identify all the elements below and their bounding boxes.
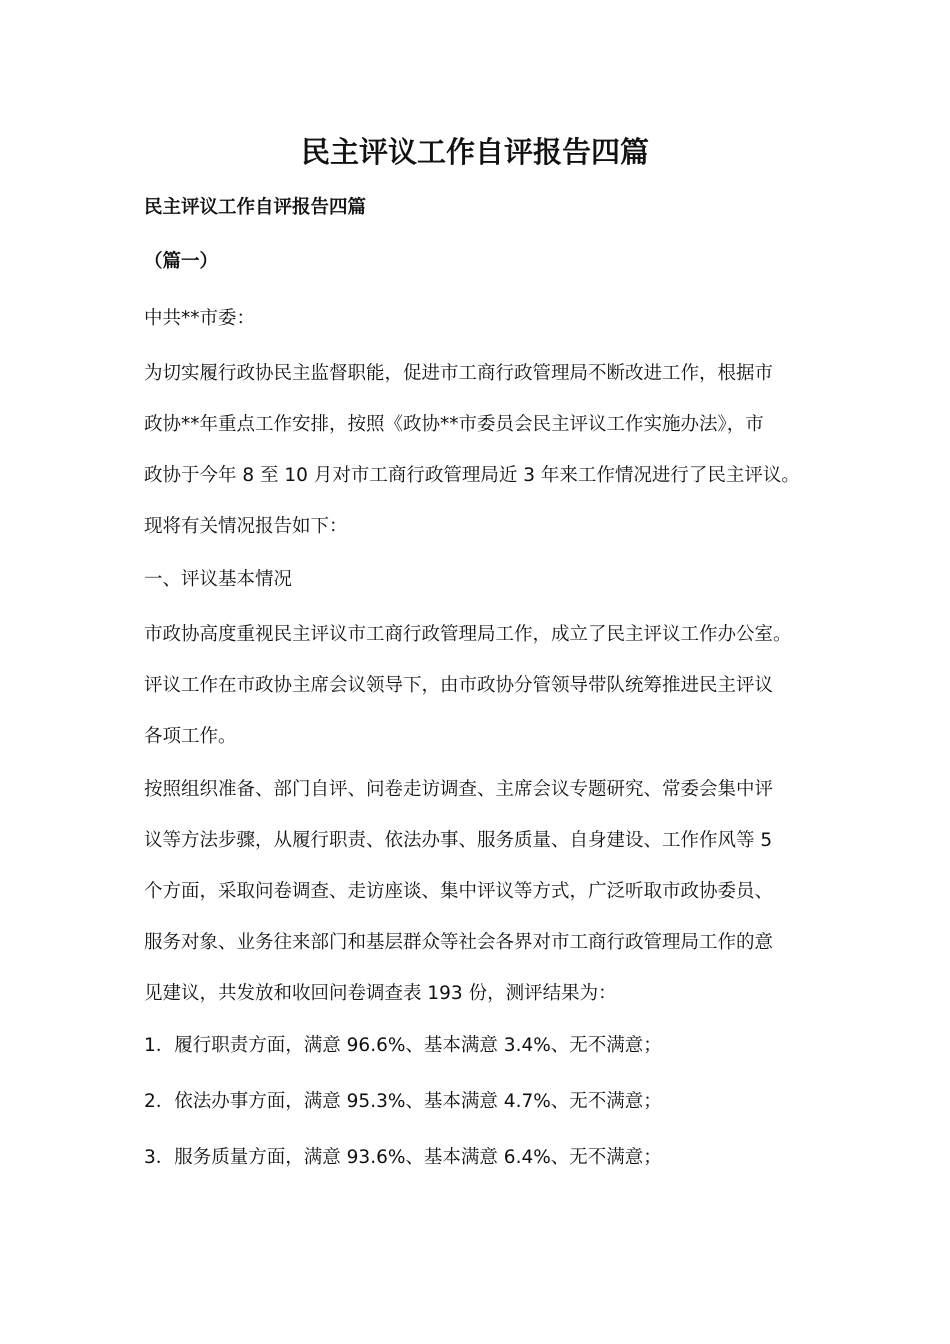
paragraph-2 — [144, 609, 814, 762]
paragraph-1 — [144, 348, 814, 552]
paragraph-line: 政协**年重点工作安排，按照《政协**市委员会民主评议工作实施办法》，市 — [144, 414, 764, 435]
section-label: （篇一） — [144, 251, 219, 272]
heading-1: 一、评议基本情况 — [144, 569, 293, 590]
salutation: 中共**市委： — [144, 308, 256, 329]
paragraph-line: 个方面，采取问卷调查、走访座谈、集中评议等方式，广泛听取市政协委员、 — [144, 881, 774, 902]
paragraph-line: 评议工作在市政协主席会议领导下，由市政协分管领导带队统筹推进民主评议 — [144, 675, 774, 696]
document-title: 民主评议工作自评报告四篇 — [300, 135, 649, 169]
paragraph-line: 按照组织准备、部门自评、问卷走访调查、主席会议专题研究、常委会集中评 — [144, 779, 774, 800]
paragraph-line: 服务对象、业务往来部门和基层群众等社会各界对市工商行政管理局工作的意 — [144, 932, 774, 953]
paragraph-line: 市政协高度重视民主评议市工商行政管理局工作，成立了民主评议工作办公室。 — [144, 624, 792, 645]
result-item: 2．依法办事方面，满意 95.3%、基本满意 4.7%、无不满意； — [144, 1091, 662, 1112]
document-subtitle: 民主评议工作自评报告四篇 — [144, 197, 367, 218]
paragraph-line: 议等方法步骤，从履行职责、依法办事、服务质量、自身建设、工作作风等 5 — [144, 830, 773, 851]
paragraph-line: 为切实履行政协民主监督职能，促进市工商行政管理局不断改进工作，根据市 — [144, 363, 774, 384]
result-item: 3．服务质量方面，满意 93.6%、基本满意 6.4%、无不满意； — [144, 1147, 662, 1168]
paragraph-line: 各项工作。 — [144, 726, 237, 747]
results-list — [144, 1020, 814, 1188]
paragraph-line: 现将有关情况报告如下： — [144, 516, 348, 537]
result-item: 1．履行职责方面，满意 96.6%、基本满意 3.4%、无不满意； — [144, 1035, 662, 1056]
paragraph-line: 见建议，共发放和收回问卷调查表 193 份，测评结果为： — [144, 983, 617, 1004]
paragraph-line: 政协于今年 8 至 10 月对市工商行政管理局近 3 年来工作情况进行了民主评议。 — [144, 465, 800, 486]
paragraph-3 — [144, 764, 814, 1019]
